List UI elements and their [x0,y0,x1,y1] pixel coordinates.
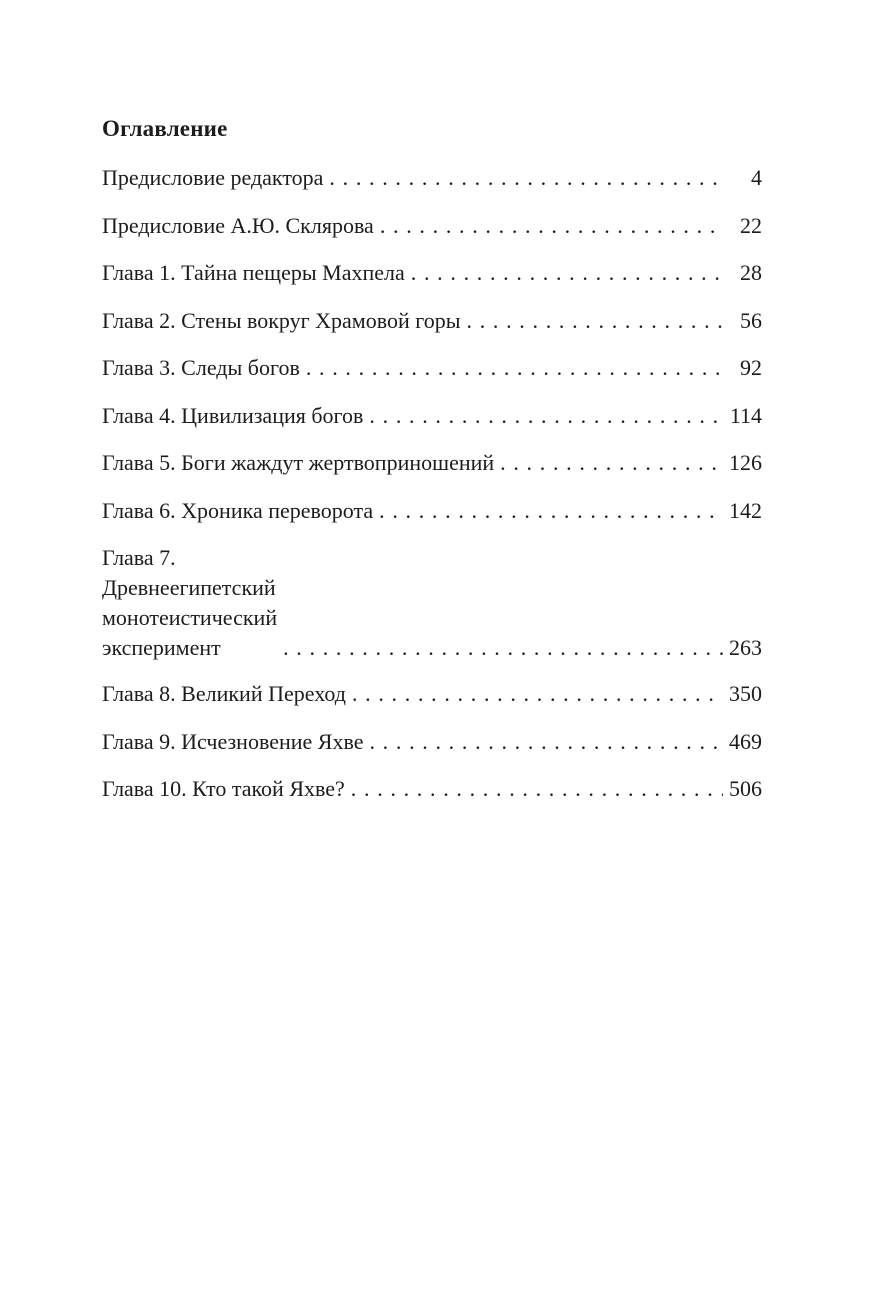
toc-entry-page-number: 350 [729,681,762,706]
dot-leader [283,633,723,663]
toc-entry-title: Глава 8. Великий Переход [102,681,346,706]
toc-entry-page-number: 114 [729,402,762,428]
toc-entry[interactable] [102,163,762,193]
dot-leader [500,448,723,478]
toc-entry-page-number: 506 [729,776,762,801]
dot-leader [379,496,723,526]
dot-leader [467,306,725,336]
toc-entry-title: Предисловие редактора [102,165,324,190]
toc-entry[interactable] [102,211,762,241]
toc-entry-page-number: 56 [740,307,762,333]
toc-entry[interactable] [102,448,762,478]
toc-entry[interactable] [102,258,762,288]
toc-entry-title: Глава 4. Цивилизация богов [102,402,364,428]
toc-entry[interactable] [102,727,762,757]
toc-entry-title: Глава 10. Кто такой Яхве? [102,776,345,801]
toc-entry-page-number: 263 [729,635,762,660]
table-of-contents [102,114,762,822]
toc-entry-title: Глава 2. Стены вокруг Храмовой горы [102,307,461,333]
toc-entry-title: Предисловие А.Ю. Склярова [102,212,374,238]
toc-entry-title: Глава 5. Боги жаждут жертвоприношений [102,450,495,475]
toc-entry-page-number: 126 [729,450,762,475]
dot-leader [306,353,724,383]
toc-entry-page-number: 142 [729,497,762,523]
toc-entry[interactable] [102,306,762,336]
toc-entry-page-number: 22 [740,212,762,238]
toc-entry[interactable] [102,496,762,526]
toc-entry[interactable] [102,401,762,431]
toc-entry-page-number: 28 [740,260,762,285]
toc-heading: Оглавление [102,116,228,141]
toc-entry-title: Глава 7. Древнеегипетский монотеистический эксперимент [102,545,278,660]
toc-entry-title: Глава 6. Хроника переворота [102,497,374,523]
dot-leader [411,258,724,288]
dot-leader [380,211,724,241]
toc-entry-page-number: 92 [740,355,762,380]
dot-leader [369,727,723,757]
dot-leader [352,679,723,709]
dot-leader [369,401,723,431]
toc-entry-title: Глава 9. Исчезновение Яхве [102,728,364,754]
toc-entry-page-number: 469 [729,728,762,754]
dot-leader [351,774,723,804]
toc-entry[interactable] [102,353,762,383]
toc-entry-title: Глава 1. Тайна пещеры Махпела [102,260,405,285]
toc-entry[interactable] [102,679,762,709]
toc-entry[interactable] [102,543,762,663]
dot-leader [329,163,724,193]
toc-entry-title: Глава 3. Следы богов [102,355,300,380]
toc-entry-page-number: 4 [751,165,762,190]
toc-entry[interactable] [102,774,762,804]
toc-list [102,163,762,804]
